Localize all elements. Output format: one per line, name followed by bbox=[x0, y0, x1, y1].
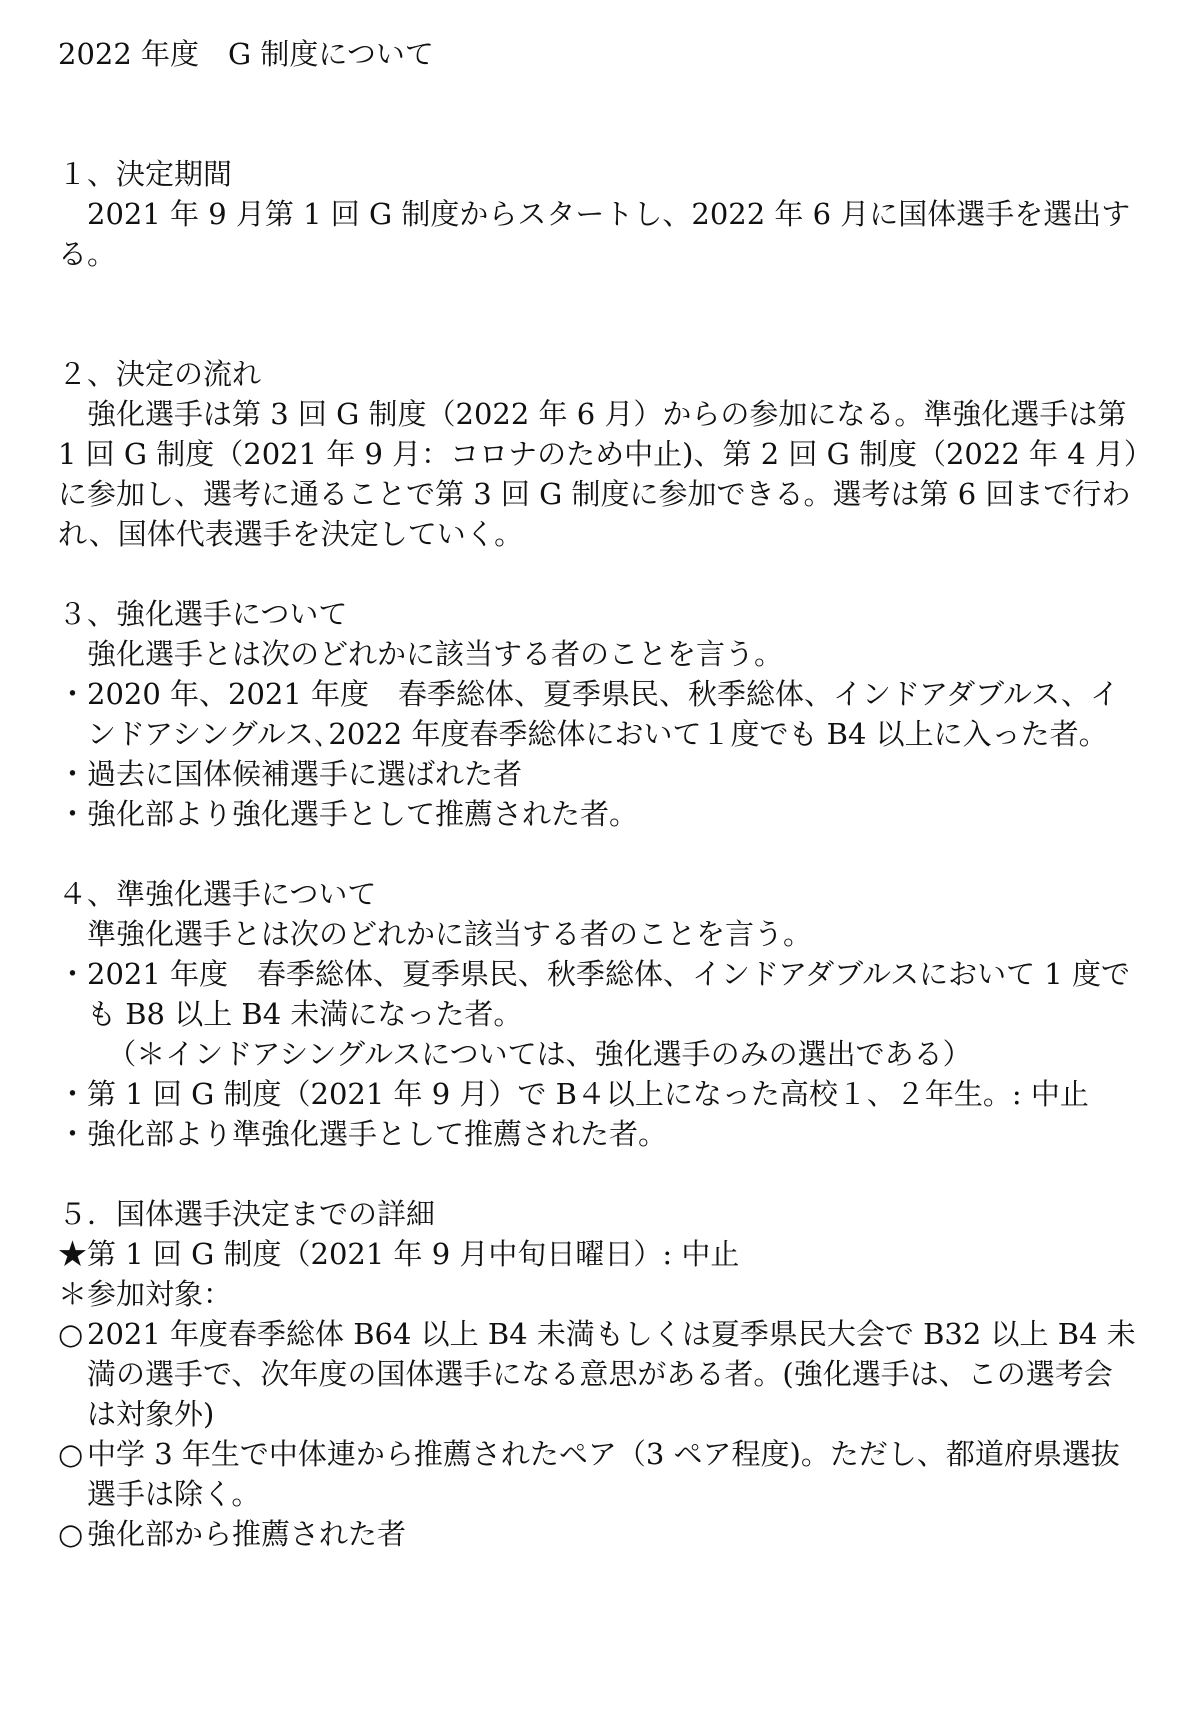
bullet-marker: ・ bbox=[58, 757, 88, 791]
list-item bbox=[58, 1514, 1140, 1554]
spacer bbox=[58, 554, 1140, 594]
section-intro: 準強化選手とは次のどれかに該当する者のことを言う。 bbox=[87, 917, 813, 951]
spacer bbox=[58, 74, 1140, 114]
spacer bbox=[58, 274, 1140, 314]
document-title: 2022 年度 G 制度について bbox=[58, 37, 434, 71]
section-heading: ２、決定の流れ bbox=[58, 357, 262, 391]
event-line: ★第 1 回 G 制度（2021 年 9 月中旬日曜日）: 中止 bbox=[58, 1237, 740, 1271]
bullet-marker: ・ bbox=[58, 1117, 88, 1151]
section-strengthening-players bbox=[58, 594, 1140, 834]
section-heading: １、決定期間 bbox=[58, 157, 233, 191]
section-heading: ５．国体選手決定までの詳細 bbox=[58, 1197, 436, 1231]
list-item bbox=[58, 954, 1140, 1034]
list-item-text: 強化部から推薦された者 bbox=[87, 1517, 407, 1551]
bullet-marker: ・ bbox=[58, 957, 88, 991]
circle-marker: ○ bbox=[58, 1517, 84, 1551]
section-selection-details bbox=[58, 1194, 1140, 1554]
list-item-text: 2020 年、2021 年度 春季総体、夏季県民、秋季総体、インドアダブルス、インドアシングルス､2022 年度春季総体において１度でも B4 以上に入った者。 bbox=[87, 677, 1119, 751]
list-item bbox=[58, 1114, 1140, 1154]
spacer bbox=[58, 834, 1140, 874]
section-intro: 強化選手とは次のどれかに該当する者のことを言う。 bbox=[87, 637, 784, 671]
list-item-text: 第 1 回 G 制度（2021 年 9 月）で B４以上になった高校１、２年生。: 中止 bbox=[87, 1077, 1089, 1111]
bullet-marker: ・ bbox=[58, 797, 88, 831]
section-decision-period bbox=[58, 154, 1140, 274]
bullet-marker: ・ bbox=[58, 677, 88, 711]
section-heading: ４、準強化選手について bbox=[58, 877, 377, 911]
list-item bbox=[58, 1314, 1140, 1434]
list-item bbox=[58, 674, 1140, 754]
list-note: （＊インドアシングルスについては、強化選手のみの選出である） bbox=[107, 1037, 972, 1071]
list-item bbox=[58, 794, 1140, 834]
list-item bbox=[58, 754, 1140, 794]
spacer bbox=[58, 314, 1140, 354]
section-heading: ３、強化選手について bbox=[58, 597, 348, 631]
spacer bbox=[58, 1154, 1140, 1194]
list-item-text: 強化部より準強化選手として推薦された者。 bbox=[87, 1117, 668, 1151]
bullet-marker: ・ bbox=[58, 1077, 88, 1111]
circle-marker: ○ bbox=[58, 1437, 84, 1471]
section-paragraph: 強化選手は第 3 回 G 制度（2022 年 6 月）からの参加になる。準強化選手は第 1 回 G 制度（2021 年 9 月：コロナのため中止)、第 2 回 G 制度（2022 年 4 月）に参加し、選考に通ることで第 3 回 G 制度に参加できる。選考は第 6 回まで行われ、国体代表選手を決定していく。 bbox=[58, 397, 1139, 551]
list-item-text: 中学 3 年生で中体連から推薦されたペア（3 ペア程度)。ただし、都道府県選抜選手は除く。 bbox=[87, 1437, 1120, 1511]
circle-marker: ○ bbox=[58, 1317, 84, 1351]
section-decision-flow bbox=[58, 354, 1140, 554]
list-item-text: 2021 年度 春季総体、夏季県民、秋季総体、インドアダブルスにおいて 1 度でも B8 以上 B4 未満になった者。 bbox=[87, 957, 1130, 1031]
section-paragraph: 2021 年 9 月第 1 回 G 制度からスタートし、2022 年 6 月に国体選手を選出する。 bbox=[58, 197, 1131, 271]
spacer bbox=[58, 114, 1140, 154]
list-item-text: 2021 年度春季総体 B64 以上 B4 未満もしくは夏季県民大会で B32 以上 B4 未満の選手で、次年度の国体選手になる意思がある者。(強化選手は、この選考会は対象外) bbox=[87, 1317, 1136, 1431]
list-item bbox=[58, 1074, 1140, 1114]
list-item-text: 過去に国体候補選手に選ばれた者 bbox=[87, 757, 523, 791]
list-item-text: 強化部より強化選手として推薦された者。 bbox=[87, 797, 639, 831]
target-label: ＊参加対象： bbox=[58, 1277, 233, 1311]
list-item bbox=[58, 1434, 1140, 1514]
section-semi-strengthening-players bbox=[58, 874, 1140, 1154]
